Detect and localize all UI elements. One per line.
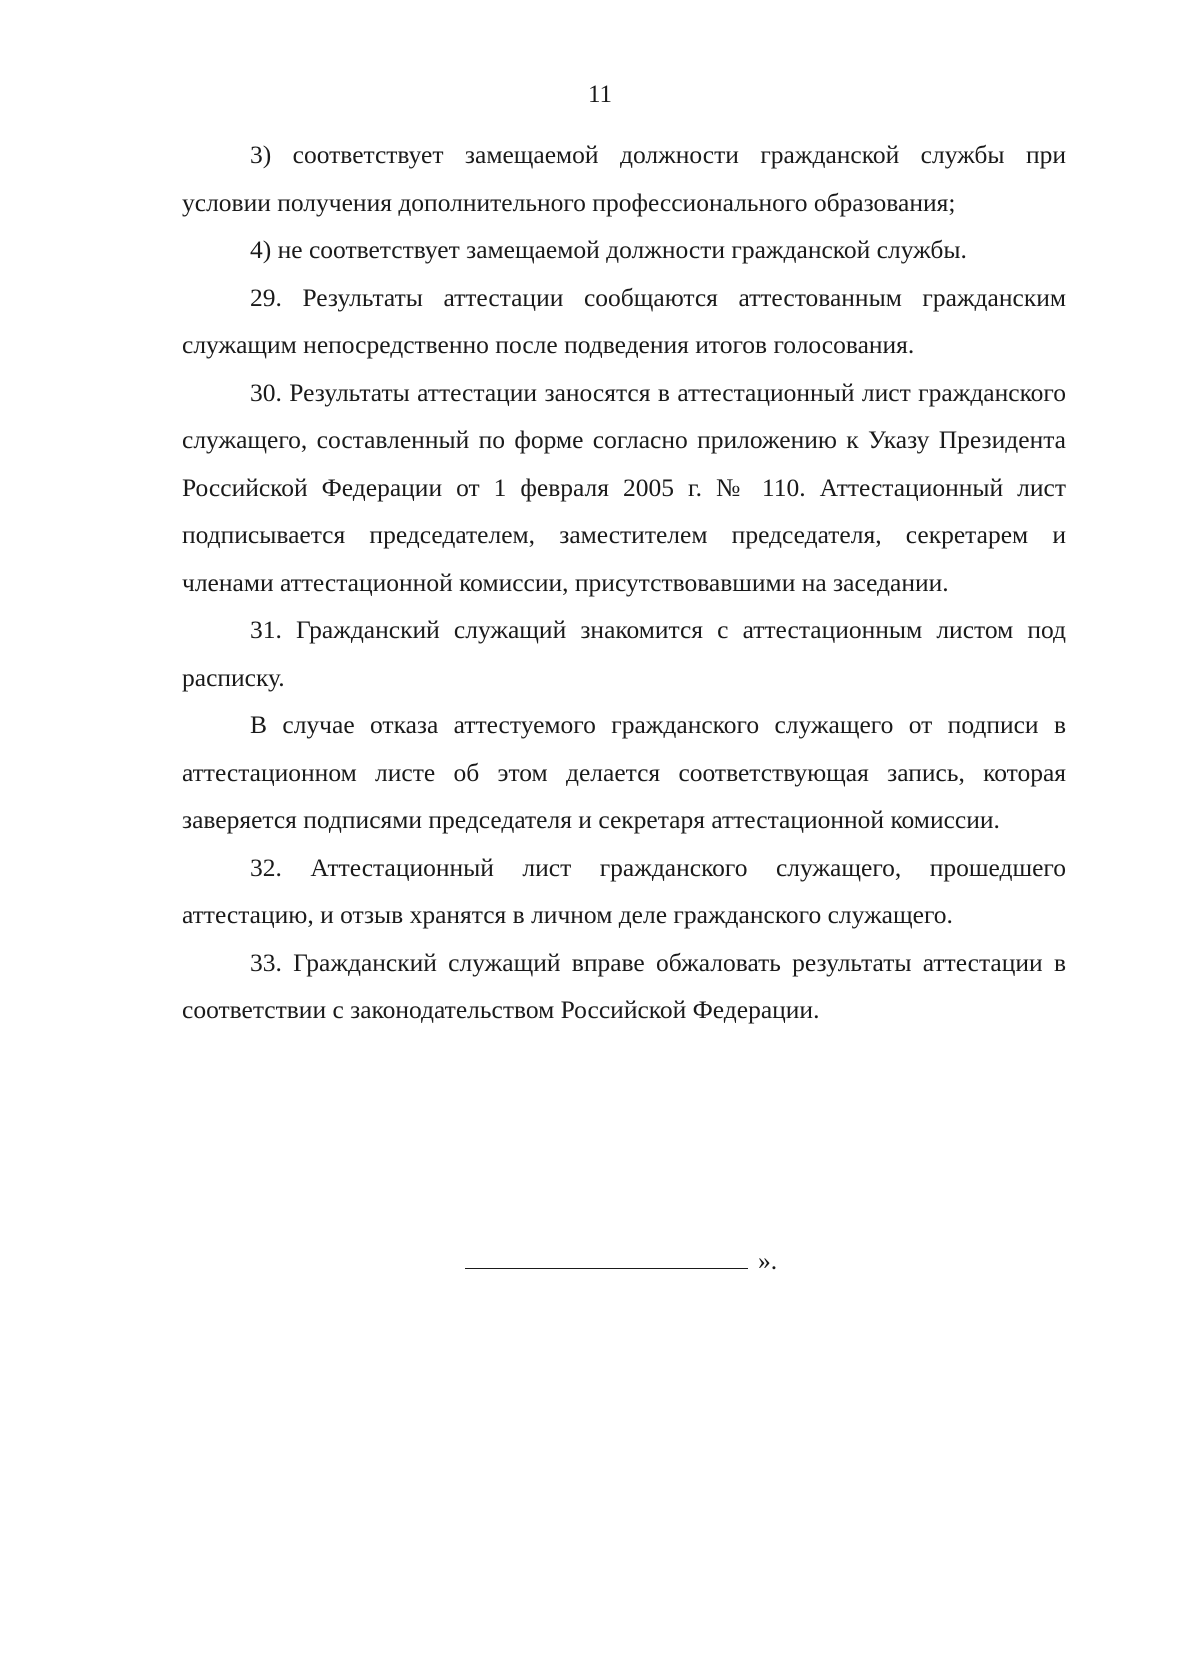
closing-rule: [465, 1248, 748, 1269]
paragraph-31: 31. Гражданский служащий знакомится с аттестационным листом под расписку.: [182, 615, 1066, 692]
paragraph-30: 30. Результаты аттестации заносятся в аттестационный лист гражданского служащего, составленный по форме согласно приложению к Указу Президента Российской Федерации от 1 февраля 2005 г. № 110. Аттестационный лист подписывается председателем, заместителем председателя, секретарем и членами аттестационной комиссии, присутствовавшими на заседании.: [182, 377, 1066, 597]
document-body: [182, 131, 1066, 1034]
paragraph-item-4: 4) не соответствует замещаемой должности гражданской службы.: [250, 235, 967, 264]
paragraph-item-3: 3) соответствует замещаемой должности гражданской службы при условии получения дополнительного профессионального образования;: [182, 140, 1066, 217]
closing-quote-mark: ».: [758, 1246, 778, 1275]
paragraph-32: 32. Аттестационный лист гражданского служащего, прошедшего аттестацию, и отзыв хранятся в личном деле гражданского служащего.: [182, 852, 1066, 929]
page-number: 11: [587, 81, 613, 108]
paragraph-31-refusal: В случае отказа аттестуемого гражданского служащего от подписи в аттестационном листе об этом делается соответствующая запись, которая заверяется подписями председателя и секретаря аттестационной комиссии.: [182, 710, 1066, 834]
paragraph-33: 33. Гражданский служащий вправе обжаловать результаты аттестации в соответствии с законодательством Российской Федерации.: [182, 947, 1066, 1024]
paragraph-29: 29. Результаты аттестации сообщаются аттестованным гражданским служащим непосредственно после подведения итогов голосования.: [182, 282, 1066, 359]
closing-line: [465, 1241, 805, 1281]
